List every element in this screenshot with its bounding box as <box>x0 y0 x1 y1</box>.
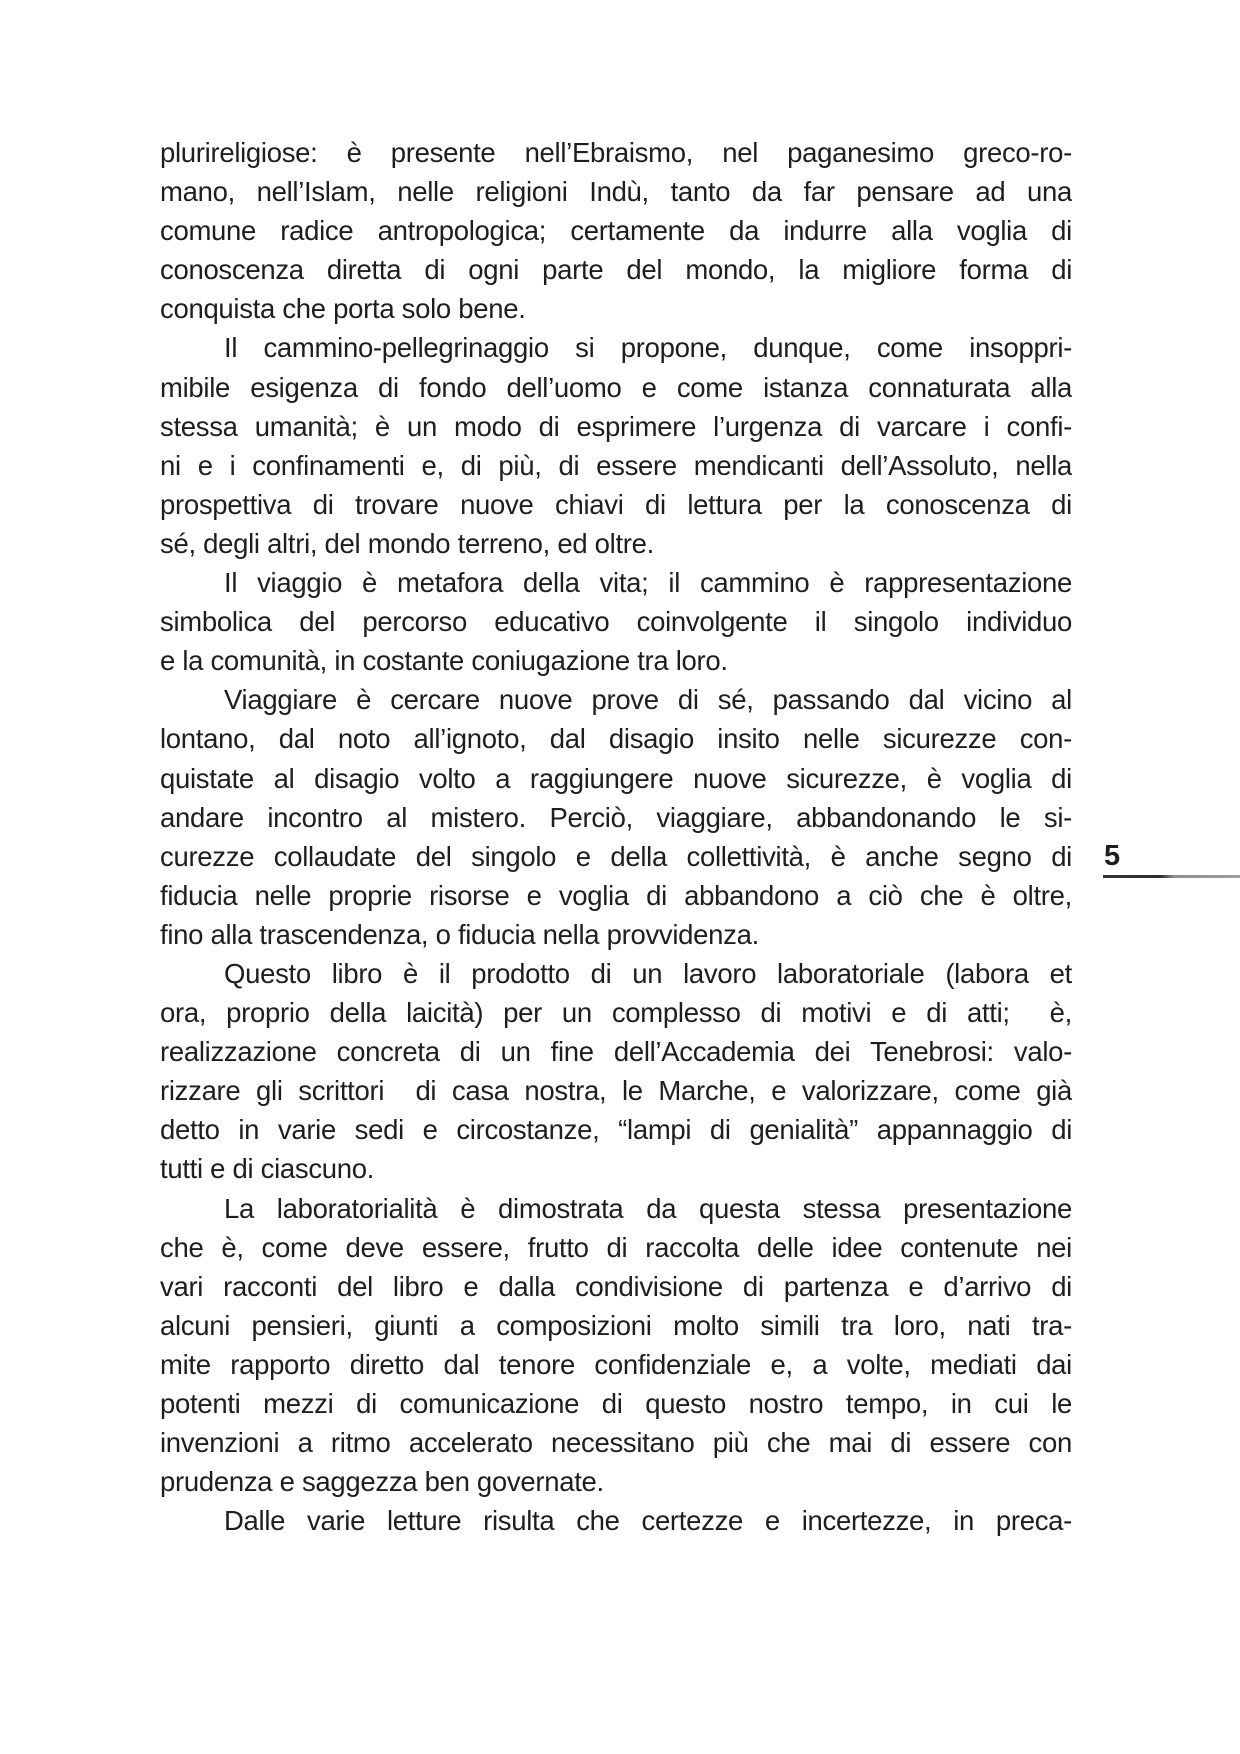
paragraph <box>160 133 1072 328</box>
text-line: invenzioni a ritmo accelerato necessitano più che mai di essere con <box>160 1427 1072 1459</box>
text-line: mibile esigenza di fondo dell’uomo e come istanza connaturata alla <box>160 371 1072 403</box>
text-line: curezze collaudate del singolo e della collettività, è anche segno di <box>160 840 1072 872</box>
text-line: mite rapporto diretto dal tenore confidenziale e, a volte, mediati dai <box>160 1348 1072 1380</box>
text-line: realizzazione concreta di un fine dell’Accademia dei Tenebrosi: valo- <box>160 1036 1072 1068</box>
paragraph <box>160 954 1072 1189</box>
text-line: lontano, dal noto all’ignoto, dal disagio insito nelle sicurezze con- <box>160 723 1072 755</box>
text-line: stessa umanità; è un modo di esprimere l’urgenza di varcare i confi- <box>160 410 1072 442</box>
paragraph <box>160 680 1072 954</box>
text-line: prudenza e saggezza ben governate. <box>160 1466 604 1498</box>
text-line: sé, degli altri, del mondo terreno, ed oltre. <box>160 527 655 559</box>
body-text <box>160 133 1072 1540</box>
text-line: prospettiva di trovare nuove chiavi di lettura per la conoscenza di <box>160 488 1072 520</box>
text-line: mano, nell’Islam, nelle religioni Indù, tanto da far pensare ad una <box>160 176 1072 208</box>
text-line: rizzare gli scrittori di casa nostra, le Marche, e valorizzare, come già <box>160 1075 1072 1107</box>
text-line: potenti mezzi di comunicazione di questo nostro tempo, in cui le <box>160 1388 1072 1419</box>
text-line: Il cammino-pellegrinaggio si propone, dunque, come insoppri- <box>224 332 1072 364</box>
text-line: alcuni pensieri, giunti a composizioni molto simili tra loro, nati tra- <box>160 1309 1072 1341</box>
text-line: plurireligiose: è presente nell’Ebraismo, nel paganesimo greco-ro- <box>160 137 1072 168</box>
text-line: ni e i confinamenti e, di più, di essere mendicanti dell’Assoluto, nella <box>160 449 1072 481</box>
text-line: fiducia nelle proprie risorse e voglia di abbandono a ciò che è oltre, <box>160 879 1072 911</box>
text-line: tutti e di ciascuno. <box>160 1153 375 1185</box>
page-number: 5 <box>1104 840 1121 872</box>
text-line: conoscenza diretta di ogni parte del mondo, la migliore forma di <box>160 254 1072 286</box>
text-line: La laboratorialità è dimostrata da questa stessa presentazione <box>224 1192 1072 1224</box>
paragraph <box>160 1189 1072 1502</box>
paragraph <box>160 328 1072 563</box>
text-line: ora, proprio della laicità) per un complesso di motivi e di atti; è, <box>160 997 1072 1029</box>
page-number-rule <box>1103 875 1240 878</box>
text-line: quistate al disagio volto a raggiungere nuove sicurezze, è voglia di <box>160 762 1072 794</box>
paragraph <box>160 1501 1072 1540</box>
paragraph <box>160 563 1072 680</box>
text-line: conquista che porta solo bene. <box>160 293 526 325</box>
text-line: Viaggiare è cercare nuove prove di sé, passando dal vicino al <box>224 684 1072 716</box>
text-line: detto in varie sedi e circostanze, “lampi di genialità” appannaggio di <box>160 1114 1072 1146</box>
text-line: Questo libro è il prodotto di un lavoro laboratoriale (labora et <box>224 957 1072 989</box>
text-line: Dalle varie letture risulta che certezze e incertezze, in preca- <box>224 1505 1072 1537</box>
text-line: fino alla trascendenza, o fiducia nella provvidenza. <box>160 918 759 950</box>
text-line: vari racconti del libro e dalla condivisione di partenza e d’arrivo di <box>160 1270 1072 1302</box>
text-line: comune radice antropologica; certamente da indurre alla voglia di <box>160 215 1072 247</box>
text-line: andare incontro al mistero. Perciò, viaggiare, abbandonando le si- <box>160 801 1072 833</box>
text-line: che è, come deve essere, frutto di raccolta delle idee contenute nei <box>160 1231 1072 1263</box>
text-line: Il viaggio è metafora della vita; il cammino è rappresentazione <box>224 567 1072 599</box>
text-line: e la comunità, in costante coniugazione tra loro. <box>160 645 728 677</box>
text-line: simbolica del percorso educativo coinvolgente il singolo individuo <box>160 606 1072 638</box>
